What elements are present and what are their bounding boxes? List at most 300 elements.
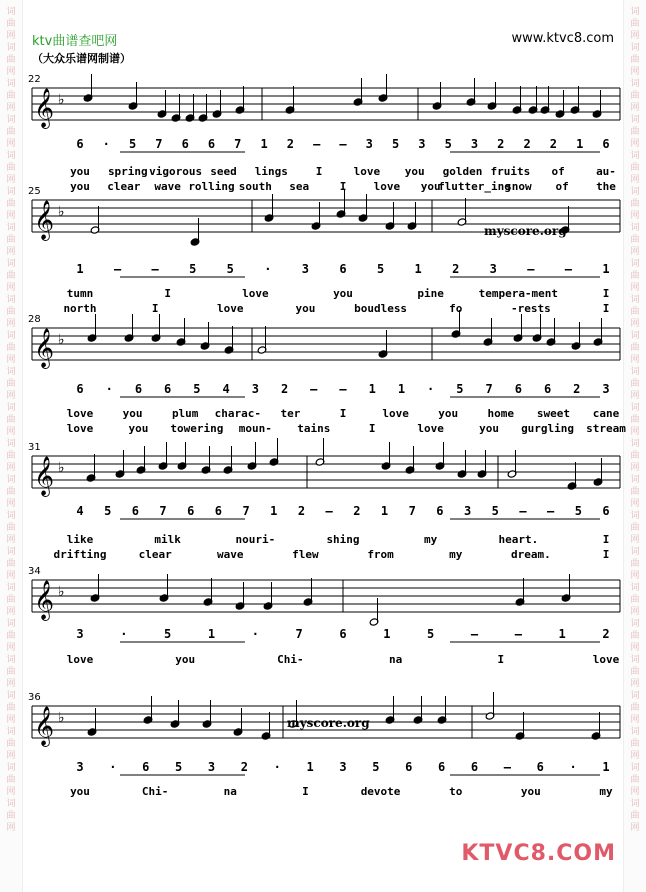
site-url: www.ktvc8.com — [511, 31, 614, 46]
numbered-note: 1 — [414, 262, 422, 276]
numbered-note: 2 — [353, 504, 361, 518]
treble-clef-icon: 𝄞 — [34, 580, 55, 620]
lyric-word: I — [602, 287, 610, 300]
watermark-char: 曲 — [6, 775, 16, 785]
watermark-char: 网 — [630, 715, 640, 725]
numbered-note: 6 — [339, 262, 347, 276]
numbered-note: · — [251, 627, 259, 641]
lyric-word: nouri- — [235, 533, 276, 546]
watermark-char: 网 — [6, 175, 16, 185]
watermark-char: 网 — [6, 355, 16, 365]
lyric-word: devote — [360, 785, 401, 798]
lyric-word: I — [164, 287, 171, 300]
numbered-note: 6 — [187, 504, 195, 518]
treble-clef-icon: 𝄞 — [34, 706, 55, 746]
watermark-char: 曲 — [630, 451, 640, 461]
lyric-word: you — [128, 422, 149, 435]
watermark-char: 曲 — [630, 235, 640, 245]
lyric-word: snow — [505, 180, 532, 193]
watermark-char: 曲 — [6, 235, 16, 245]
numbered-note: 5 — [376, 262, 385, 276]
flat-key-icon: ♭ — [58, 204, 65, 220]
watermark-char: 曲 — [630, 199, 640, 209]
watermark-char: 曲 — [630, 595, 640, 605]
numbered-note: 1 — [270, 504, 278, 518]
watermark-char: 词 — [630, 691, 640, 701]
watermark-char: 网 — [630, 283, 640, 293]
watermark-char: 曲 — [6, 271, 16, 281]
numbered-note: 3 — [251, 382, 259, 396]
lyric-word: you — [295, 302, 316, 315]
watermark-char: 网 — [630, 67, 640, 77]
numbered-note: 6 — [536, 760, 544, 774]
lyric-word: you — [122, 407, 143, 420]
lyric-word: of — [551, 165, 565, 178]
score-watermark: myscore.org — [287, 716, 370, 730]
numbered-note: 6 — [543, 382, 552, 396]
watermark-char: 词 — [630, 367, 640, 377]
watermark-char: 曲 — [6, 379, 16, 389]
treble-clef-icon: 𝄞 — [34, 88, 55, 128]
lyric-word: spring — [107, 165, 148, 178]
watermark-char: 曲 — [6, 19, 16, 29]
numbered-note: 6 — [164, 382, 172, 396]
watermark-char: 曲 — [630, 703, 640, 713]
watermark-char: 词 — [630, 295, 640, 305]
numbered-note: – — [519, 504, 527, 518]
lyric-word: I — [368, 422, 376, 435]
numbered-note: 7 — [295, 627, 303, 641]
watermark-char: 词 — [6, 511, 16, 521]
watermark-char: 曲 — [6, 163, 16, 173]
watermark-char: 词 — [6, 763, 16, 773]
watermark-char: 网 — [630, 427, 640, 437]
watermark-char: 曲 — [630, 307, 640, 317]
lyric-word: wave — [154, 180, 181, 193]
watermark-char: 词 — [630, 583, 640, 593]
numbered-note: 2 — [452, 262, 460, 276]
staff-system — [28, 566, 620, 626]
watermark-char: 词 — [630, 655, 640, 665]
lyric-word: you — [479, 422, 500, 435]
lyric-word: ter — [280, 407, 301, 420]
numbered-note: · — [569, 760, 577, 774]
lyric-word: tempera-ment — [478, 287, 559, 300]
watermark-char: 曲 — [630, 559, 640, 569]
lyric-word: you — [438, 407, 459, 420]
lyric-word: my — [424, 533, 438, 546]
numbered-note: 1 — [558, 627, 566, 641]
numbered-note: 6 — [339, 627, 347, 641]
numbered-note: 3 — [76, 627, 84, 641]
lyric-word: my — [599, 785, 613, 798]
numbered-note: 2 — [286, 137, 295, 151]
flat-key-icon: ♭ — [58, 584, 65, 600]
numbered-note: · — [105, 382, 113, 396]
numbered-note: 3 — [489, 262, 497, 276]
numbered-note: · — [120, 627, 128, 641]
watermark-char: 词 — [6, 727, 16, 737]
watermark-char: 网 — [6, 211, 16, 221]
lyric-word: you — [70, 180, 90, 193]
numbered-note: 1 — [397, 382, 406, 396]
numbered-note: 6 — [207, 137, 216, 151]
treble-clef-icon: 𝄞 — [34, 200, 55, 240]
lyric-word: clear — [138, 548, 172, 561]
flat-key-icon: ♭ — [58, 92, 65, 108]
watermark-char: 词 — [6, 475, 16, 485]
lyric-word: north — [63, 302, 97, 315]
lyric-word: like — [66, 533, 94, 546]
lyric-word: the — [596, 180, 616, 193]
watermark-char: 词 — [6, 187, 16, 197]
watermark-char: 曲 — [630, 739, 640, 749]
watermark-char: 词 — [630, 619, 640, 629]
measure-number: 25 — [28, 186, 41, 197]
watermark-char: 词 — [630, 151, 640, 161]
numbered-note: 5 — [189, 262, 197, 276]
watermark-char: 网 — [630, 355, 640, 365]
watermark-char: 词 — [6, 79, 16, 89]
watermark-char: 网 — [6, 283, 16, 293]
watermark-char: 词 — [630, 79, 640, 89]
watermark-char: 曲 — [630, 91, 640, 101]
watermark-char: 网 — [6, 391, 16, 401]
watermark-char: 网 — [630, 103, 640, 113]
watermark-char: 曲 — [630, 343, 640, 353]
lyric-word: au- — [596, 165, 616, 178]
numbered-note: 1 — [368, 382, 376, 396]
lyric-word: cane — [592, 407, 620, 420]
watermark-char: 曲 — [6, 739, 16, 749]
watermark-char: 网 — [6, 463, 16, 473]
lyric-word: home — [487, 407, 515, 420]
lyric-word: I — [602, 302, 610, 315]
watermark-char: 词 — [6, 367, 16, 377]
numbered-note: – — [547, 504, 555, 518]
measure-number: 22 — [28, 74, 41, 85]
watermark-char: 网 — [6, 751, 16, 761]
numbered-note: 5 — [427, 627, 435, 641]
lyric-word: -rests — [510, 302, 551, 315]
numbered-note: 5 — [444, 137, 452, 151]
numbered-note: 5 — [491, 504, 499, 518]
watermark-char: 网 — [6, 535, 16, 545]
measure-number: 34 — [28, 566, 41, 577]
lyric-word: vigorous — [149, 165, 203, 178]
numbered-note: 6 — [602, 504, 610, 518]
numbered-note: 1 — [76, 262, 84, 276]
numbered-note: 2 — [497, 137, 505, 151]
numbered-note: 5 — [574, 504, 582, 518]
numbered-note: · — [427, 382, 435, 396]
watermark-char: 网 — [630, 175, 640, 185]
numbered-note: – — [527, 262, 535, 276]
numbered-note: 7 — [155, 137, 163, 151]
lyric-word: pine — [417, 287, 444, 300]
watermark-char: 曲 — [630, 379, 640, 389]
watermark-char: 网 — [630, 139, 640, 149]
numbered-note: 3 — [463, 504, 472, 518]
watermark-char: 词 — [630, 547, 640, 557]
watermark-char: 词 — [6, 403, 16, 413]
watermark-char: 网 — [6, 103, 16, 113]
lyric-word: seed — [210, 165, 237, 178]
watermark-char: 词 — [630, 727, 640, 737]
watermark-char: 词 — [630, 511, 640, 521]
watermark-char: 网 — [6, 643, 16, 653]
lyric-word: south — [238, 180, 272, 193]
numbered-note: – — [339, 382, 347, 396]
lyric-word: tumn — [66, 287, 94, 300]
numbered-note: 1 — [380, 504, 389, 518]
numbered-note: · — [264, 262, 272, 276]
lyric-word: milk — [154, 533, 181, 546]
lyric-word: flutter_ing — [438, 180, 511, 193]
numbered-note: · — [102, 137, 110, 151]
lyric-word: love — [217, 302, 244, 315]
numbered-note: 6 — [602, 137, 610, 151]
lyric-word: heart. — [498, 533, 539, 546]
numbered-note: 1 — [576, 137, 584, 151]
numbered-note: 5 — [372, 760, 380, 774]
lyric-word: plum — [171, 407, 199, 420]
lyric-word: stream — [586, 422, 626, 435]
measure-number: 28 — [28, 314, 41, 325]
numbered-note: 4 — [76, 504, 84, 518]
flat-key-icon: ♭ — [58, 460, 65, 476]
lyric-word: boudless — [354, 302, 408, 315]
numbered-note: · — [109, 760, 117, 774]
watermark-char: 曲 — [6, 559, 16, 569]
watermark-char: 网 — [630, 463, 640, 473]
staff-system — [28, 438, 620, 497]
watermark-char: 曲 — [6, 343, 16, 353]
numbered-note: 7 — [242, 504, 250, 518]
watermark-char: 词 — [6, 691, 16, 701]
staff-system — [28, 74, 620, 129]
numbered-note: – — [564, 262, 573, 276]
numbered-note: – — [503, 760, 511, 774]
numbered-note: 6 — [514, 382, 522, 396]
numbered-note: 3 — [418, 137, 426, 151]
numbered-note: 1 — [602, 262, 610, 276]
lyric-word: wave — [217, 548, 244, 561]
lyric-word: you — [333, 287, 353, 300]
lyric-word: golden — [442, 165, 483, 178]
watermark-char: 词 — [630, 115, 640, 125]
watermark-char: 网 — [6, 787, 16, 797]
treble-clef-icon: 𝄞 — [34, 328, 55, 368]
lyric-word: love — [66, 407, 94, 420]
lyric-word: love — [592, 653, 620, 666]
watermark-char: 词 — [630, 475, 640, 485]
watermark-char: 曲 — [6, 523, 16, 533]
watermark-char: 网 — [630, 319, 640, 329]
lyric-word: dream. — [510, 548, 551, 561]
watermark-char: 网 — [630, 607, 640, 617]
watermark-char: 网 — [6, 67, 16, 77]
watermark-char: 曲 — [630, 631, 640, 641]
watermark-char: 曲 — [630, 19, 640, 29]
numbered-note: 2 — [602, 627, 610, 641]
numbered-note: 7 — [408, 504, 416, 518]
lyric-word: Chi- — [277, 653, 304, 666]
numbered-note: 2 — [280, 382, 289, 396]
lyric-word: drifting — [53, 548, 107, 561]
watermark-char: 词 — [630, 439, 640, 449]
numbered-note: 5 — [226, 262, 234, 276]
watermark-char: 网 — [6, 715, 16, 725]
watermark-char: 词 — [6, 619, 16, 629]
watermark-char: 曲 — [630, 127, 640, 137]
lyric-word: you — [404, 165, 425, 178]
score-watermark: myscore.org — [484, 224, 567, 238]
site-title: ktv曲谱查吧网 — [32, 34, 118, 49]
lyric-word: sweet — [536, 407, 570, 420]
lyric-word: my — [449, 548, 463, 561]
lyric-word: fo — [449, 302, 463, 315]
lyric-word: love — [382, 407, 409, 420]
lyric-word: love — [242, 287, 269, 300]
watermark-char: 词 — [6, 295, 16, 305]
numbered-note: – — [339, 137, 347, 151]
lyric-word: tains — [297, 422, 331, 435]
watermark-char: 网 — [630, 535, 640, 545]
watermark-char: 网 — [6, 427, 16, 437]
lyric-word: I — [339, 407, 347, 420]
watermark-char: 曲 — [630, 271, 640, 281]
watermark-char: 网 — [630, 643, 640, 653]
lyric-word: na — [223, 785, 237, 798]
lyric-word: charac- — [214, 407, 261, 420]
watermark-char: 曲 — [6, 127, 16, 137]
watermark-char: 词 — [6, 655, 16, 665]
watermark-char: 网 — [6, 571, 16, 581]
lyric-word: from — [367, 548, 394, 561]
numbered-note: 3 — [301, 262, 310, 276]
numbered-note: 6 — [76, 382, 84, 396]
numbered-note: 6 — [142, 760, 150, 774]
numbered-note: 7 — [159, 504, 167, 518]
numbered-note: 6 — [470, 760, 479, 774]
treble-clef-icon: 𝄞 — [34, 456, 55, 496]
numbered-note: 3 — [76, 760, 84, 774]
watermark-char: 曲 — [6, 487, 16, 497]
lyric-word: I — [602, 533, 610, 546]
lyric-word: to — [449, 785, 463, 798]
watermark-char: 网 — [630, 571, 640, 581]
numbered-note: 2 — [523, 137, 531, 151]
numbered-note: 1 — [207, 627, 216, 641]
numbered-note: 7 — [485, 382, 493, 396]
watermark-char: 词 — [630, 799, 640, 809]
watermark-char: 曲 — [630, 163, 640, 173]
numbered-note: – — [470, 627, 479, 641]
numbered-note: 1 — [383, 627, 391, 641]
lyric-word: I — [339, 180, 347, 193]
numbered-note: 2 — [240, 760, 248, 774]
lyric-word: I — [602, 548, 610, 561]
numbered-note: 3 — [207, 760, 216, 774]
lyric-word: love — [66, 653, 94, 666]
numbered-note: 3 — [365, 137, 373, 151]
watermark-char: 网 — [630, 31, 640, 41]
watermark-char: 网 — [630, 391, 640, 401]
numbered-note: 5 — [193, 382, 201, 396]
lyric-word: sea — [289, 180, 310, 193]
watermark-char: 网 — [6, 607, 16, 617]
numbered-note: 3 — [602, 382, 610, 396]
watermark-char: 网 — [630, 823, 640, 833]
numbered-note: – — [313, 137, 321, 151]
numbered-note: – — [151, 262, 159, 276]
numbered-note: 2 — [297, 504, 306, 518]
watermark-char: 曲 — [630, 415, 640, 425]
numbered-note: 5 — [175, 760, 183, 774]
watermark-char: 词 — [6, 799, 16, 809]
watermark-char: 曲 — [6, 415, 16, 425]
watermark-char: 网 — [630, 247, 640, 257]
watermark-char: 词 — [6, 115, 16, 125]
watermark-char: 词 — [6, 331, 16, 341]
numbered-note: 7 — [234, 137, 242, 151]
watermark-char: 词 — [630, 403, 640, 413]
lyric-word: moun- — [238, 422, 272, 435]
lyric-word: Chi- — [141, 785, 169, 798]
watermark-char: 曲 — [6, 307, 16, 317]
lyric-word: of — [555, 180, 569, 193]
watermark-char: 曲 — [630, 523, 640, 533]
lyric-word: love — [353, 165, 381, 178]
watermark-char: 曲 — [6, 91, 16, 101]
watermark-char: 网 — [6, 499, 16, 509]
watermark-char: 网 — [630, 499, 640, 509]
lyric-word: towering — [170, 422, 224, 435]
watermark-char: 网 — [6, 823, 16, 833]
watermark-char: 曲 — [6, 595, 16, 605]
watermark-char: 网 — [6, 31, 16, 41]
watermark-char: 词 — [630, 331, 640, 341]
numbered-note: 5 — [104, 504, 112, 518]
lyric-word: I — [151, 302, 159, 315]
lyric-word: gurgling — [521, 422, 575, 435]
watermark-char: 词 — [6, 439, 16, 449]
lyric-word: you — [420, 180, 441, 193]
lyric-word: you — [175, 653, 196, 666]
watermark-char: 词 — [6, 259, 16, 269]
watermark-char: 词 — [6, 43, 16, 53]
numbered-note: 2 — [573, 382, 581, 396]
numbered-note: 1 — [602, 760, 610, 774]
numbered-note: 5 — [164, 627, 172, 641]
watermark-char: 曲 — [630, 55, 640, 65]
numbered-note: 2 — [549, 137, 558, 151]
numbered-note: 3 — [470, 137, 479, 151]
watermark-char: 网 — [6, 139, 16, 149]
watermark-char: 词 — [630, 187, 640, 197]
watermark-char: 词 — [630, 43, 640, 53]
lyric-word: I — [315, 165, 323, 178]
lyric-word: lings — [254, 165, 288, 178]
watermark-char: 曲 — [6, 199, 16, 209]
lyric-word: I — [302, 785, 309, 798]
lyric-word: flew — [292, 548, 319, 561]
lyric-word: love — [373, 180, 401, 193]
watermark-char: 词 — [6, 223, 16, 233]
watermark-char: 词 — [630, 259, 640, 269]
watermark-char: 曲 — [6, 811, 16, 821]
